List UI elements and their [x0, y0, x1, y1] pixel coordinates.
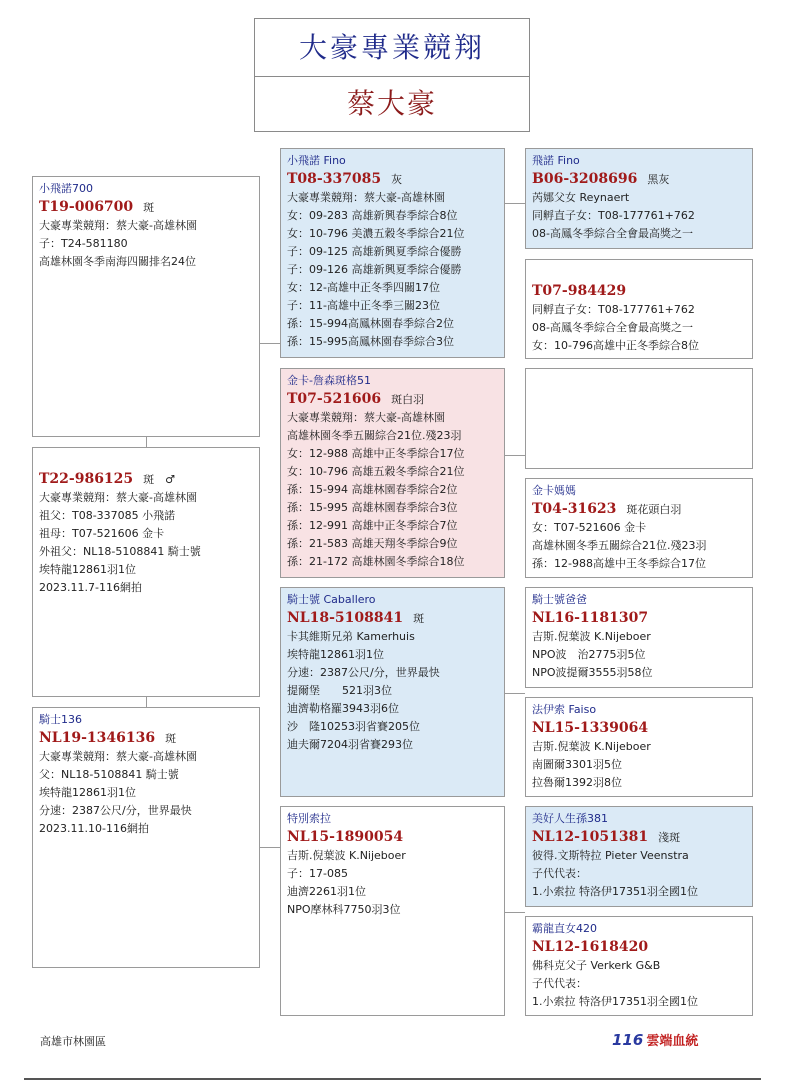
dss-line: 吉斯.倪葉波 K.Nijeboer — [532, 630, 651, 643]
dd-name: 特別索拉 — [287, 812, 331, 825]
bottom-rule — [24, 1078, 761, 1080]
ssd-card — [525, 259, 753, 359]
sire-card — [32, 176, 260, 437]
ssd-line: 女：10-796高雄中正冬季綜合8位 — [532, 339, 699, 352]
sd-line: 孫：21-583 高雄天翔冬季綜合9位 — [287, 537, 458, 550]
sire-ring: T19-006700 — [39, 199, 134, 215]
connector-line — [505, 455, 525, 456]
subject-line: 大豪專業競翔：蔡大豪-高雄林園 — [39, 491, 197, 504]
dds-color: 淺斑 — [658, 831, 681, 844]
sd-name: 金卡-詹森斑格51 — [287, 374, 371, 387]
ss-line: 子：09-126 高雄新興夏季綜合優勝 — [287, 263, 462, 276]
logo-number: 116 — [612, 1031, 644, 1049]
subject-line: 2023.11.7-116網拍 — [39, 581, 142, 594]
connector-line — [146, 437, 147, 447]
connector-line — [146, 697, 147, 707]
ds-line: 分速：2387公尺/分，世界最快 — [287, 666, 440, 679]
sss-ring: B06-3208696 — [532, 171, 638, 187]
sds-card — [525, 368, 753, 469]
dam-color: 斑 — [165, 732, 177, 745]
connector-line — [505, 912, 525, 913]
ss-line: 女：12-高雄中正冬季四關17位 — [287, 281, 440, 294]
sd-line: 孫：15-995 高雄林園春季綜合3位 — [287, 501, 458, 514]
dss-line: NPO波 治2775羽5位 — [532, 648, 646, 661]
ds-line: 迪濟勒格羅3943羽6位 — [287, 702, 399, 715]
sd-line: 女：12-988 高雄中正冬季綜合17位 — [287, 447, 465, 460]
dss-ring: NL16-1181307 — [532, 610, 649, 626]
ss-line: 孫：15-994高鳳林園春季綜合2位 — [287, 317, 454, 330]
dam-line: 大豪專業競翔：蔡大豪-高雄林園 — [39, 750, 197, 763]
sdd-line: 女：T07-521606 金卡 — [532, 521, 647, 534]
dsd-name: 法伊索 Faiso — [532, 703, 597, 716]
subject-color: 斑 ♂ — [143, 473, 176, 486]
dam-card — [32, 707, 260, 968]
ds-color: 斑 — [413, 612, 425, 625]
ss-line: 子：11-高雄中正冬季三關23位 — [287, 299, 440, 312]
ddd-line: 佛科克父子 Verkerk G&B — [532, 959, 661, 972]
dds-name: 美好人生孫381 — [532, 812, 608, 825]
sss-line: 08-高鳳冬季綜合全會最高獎之一 — [532, 227, 693, 240]
ds-ring: NL18-5108841 — [287, 610, 404, 626]
ddd-line: 1.小索拉 特洛伊17351羽全國1位 — [532, 995, 698, 1008]
sd-ring: T07-521606 — [287, 391, 382, 407]
ss-line: 女：10-796 美濃五穀冬季綜合21位 — [287, 227, 465, 240]
dd-line: 吉斯.倪葉波 K.Nijeboer — [287, 849, 406, 862]
dd-ring: NL15-1890054 — [287, 829, 404, 845]
dam-ring: NL19-1346136 — [39, 730, 156, 746]
dds-card — [525, 806, 753, 907]
ssd-line: 同孵直子女：T08-177761+762 — [532, 303, 695, 316]
sss-line: 芮娜父女 Reynaert — [532, 191, 630, 204]
sss-line: 同孵直子女：T08-177761+762 — [532, 209, 695, 222]
ddd-line: 子代代表： — [532, 977, 587, 990]
ds-line: 迪夫爾7204羽省賽293位 — [287, 738, 413, 751]
ss-ring: T08-337085 — [287, 171, 382, 187]
ds-name: 騎士號 Caballero — [287, 593, 376, 606]
ds-line: 埃特龍12861羽1位 — [287, 648, 384, 661]
dam-line: 分速：2387公尺/分，世界最快 — [39, 804, 192, 817]
ddd-ring: NL12-1618420 — [532, 939, 649, 955]
sire-dam-card — [280, 368, 505, 578]
sdd-name: 金卡媽媽 — [532, 484, 576, 497]
dsd-card — [525, 697, 753, 797]
sd-line: 大豪專業競翔：蔡大豪-高雄林園 — [287, 411, 445, 424]
dss-line: NPO波提爾3555羽58位 — [532, 666, 653, 679]
connector-line — [260, 343, 280, 344]
sd-line: 高雄林園冬季五關綜合21位.殘23羽 — [287, 429, 462, 442]
dam-line: 父：NL18-5108841 騎士號 — [39, 768, 179, 781]
sire-sire-card — [280, 148, 505, 358]
dds-line: 1.小索拉 特洛伊17351羽全國1位 — [532, 885, 698, 898]
subject-card — [32, 447, 260, 697]
sdd-line: 高雄林園冬季五關綜合21位.殘23羽 — [532, 539, 707, 552]
dd-line: 子：17-085 — [287, 867, 348, 880]
subject-line: 祖母：T07-521606 金卡 — [39, 527, 165, 540]
dds-line: 彼得.文斯特拉 Pieter Veenstra — [532, 849, 689, 862]
sd-line: 孫：12-991 高雄中正冬季綜合7位 — [287, 519, 458, 532]
sdd-color: 斑花頭白羽 — [626, 503, 682, 516]
sss-color: 黑灰 — [647, 173, 670, 186]
sire-line: 大豪專業競翔：蔡大豪-高雄林園 — [39, 219, 197, 232]
sd-line: 孫：15-994 高雄林園春季綜合2位 — [287, 483, 458, 496]
ds-line: 卡其維斯兄弟 Kamerhuis — [287, 630, 415, 643]
sdd-card — [525, 478, 753, 578]
connector-line — [505, 693, 525, 694]
sd-line: 女：10-796 高雄五穀冬季綜合21位 — [287, 465, 465, 478]
sdd-ring: T04-31623 — [532, 501, 617, 517]
loft-title: 大豪專業競翔 — [255, 19, 529, 77]
ddd-card — [525, 916, 753, 1016]
connector-line — [260, 847, 280, 848]
dam-sire-card — [280, 587, 505, 797]
dam-name: 騎士136 — [39, 713, 82, 726]
dds-line: 子代代表： — [532, 867, 587, 880]
dsd-line: 吉斯.倪葉波 K.Nijeboer — [532, 740, 651, 753]
brand-logo — [612, 1030, 698, 1049]
ssd-ring: T07-984429 — [532, 283, 627, 299]
sss-card — [525, 148, 753, 249]
footer-location: 高雄市林園區 — [40, 1035, 106, 1048]
subject-ring: T22-986125 — [39, 471, 134, 487]
ssd-line: 08-高鳳冬季綜合全會最高獎之一 — [532, 321, 693, 334]
dd-line: NPO摩林科7750羽3位 — [287, 903, 401, 916]
owner-name: 蔡大豪 — [346, 87, 437, 120]
logo-text: 雲端血統 — [646, 1034, 699, 1049]
ss-line: 女：09-283 高雄新興春季綜合8位 — [287, 209, 458, 222]
ss-line: 孫：15-995高鳳林園春季綜合3位 — [287, 335, 454, 348]
ss-color: 灰 — [391, 173, 403, 186]
dss-card — [525, 587, 753, 688]
sss-name: 飛諾 Fino — [532, 154, 580, 167]
dss-name: 騎士號爸爸 — [532, 593, 587, 606]
dam-line: 埃特龍12861羽1位 — [39, 786, 136, 799]
ss-line: 子：09-125 高雄新興夏季綜合優勝 — [287, 245, 462, 258]
sire-line: 子：T24-581180 — [39, 237, 128, 250]
dds-ring: NL12-1051381 — [532, 829, 649, 845]
ds-line: 提爾堡 521羽3位 — [287, 684, 392, 697]
sd-line: 孫：21-172 高雄林園冬季綜合18位 — [287, 555, 465, 568]
ds-line: 沙 隆10253羽省賽205位 — [287, 720, 420, 733]
connector-line — [505, 203, 525, 204]
dsd-line: 拉魯爾1392羽8位 — [532, 776, 622, 789]
ss-name: 小飛諾 Fino — [287, 154, 346, 167]
dam-line: 2023.11.10-116網拍 — [39, 822, 149, 835]
sire-color: 斑 — [143, 201, 155, 214]
sd-color: 斑白羽 — [391, 393, 425, 406]
subject-line: 埃特龍12861羽1位 — [39, 563, 136, 576]
subject-line: 外祖父：NL18-5108841 騎士號 — [39, 545, 201, 558]
dsd-ring: NL15-1339064 — [532, 720, 649, 736]
dam-dam-card — [280, 806, 505, 1016]
ddd-name: 霸龍直女420 — [532, 922, 597, 935]
sire-name: 小飛諾700 — [39, 182, 93, 195]
ss-line: 大豪專業競翔：蔡大豪-高雄林園 — [287, 191, 445, 204]
dsd-line: 南圖爾3301羽5位 — [532, 758, 622, 771]
title-box — [254, 18, 530, 132]
sdd-line: 孫：12-988高雄中王冬季綜合17位 — [532, 557, 706, 570]
subject-line: 祖父：T08-337085 小飛諾 — [39, 509, 176, 522]
sire-line: 高雄林園冬季南海四關排名24位 — [39, 255, 196, 268]
dd-line: 迪濟2261羽1位 — [287, 885, 366, 898]
